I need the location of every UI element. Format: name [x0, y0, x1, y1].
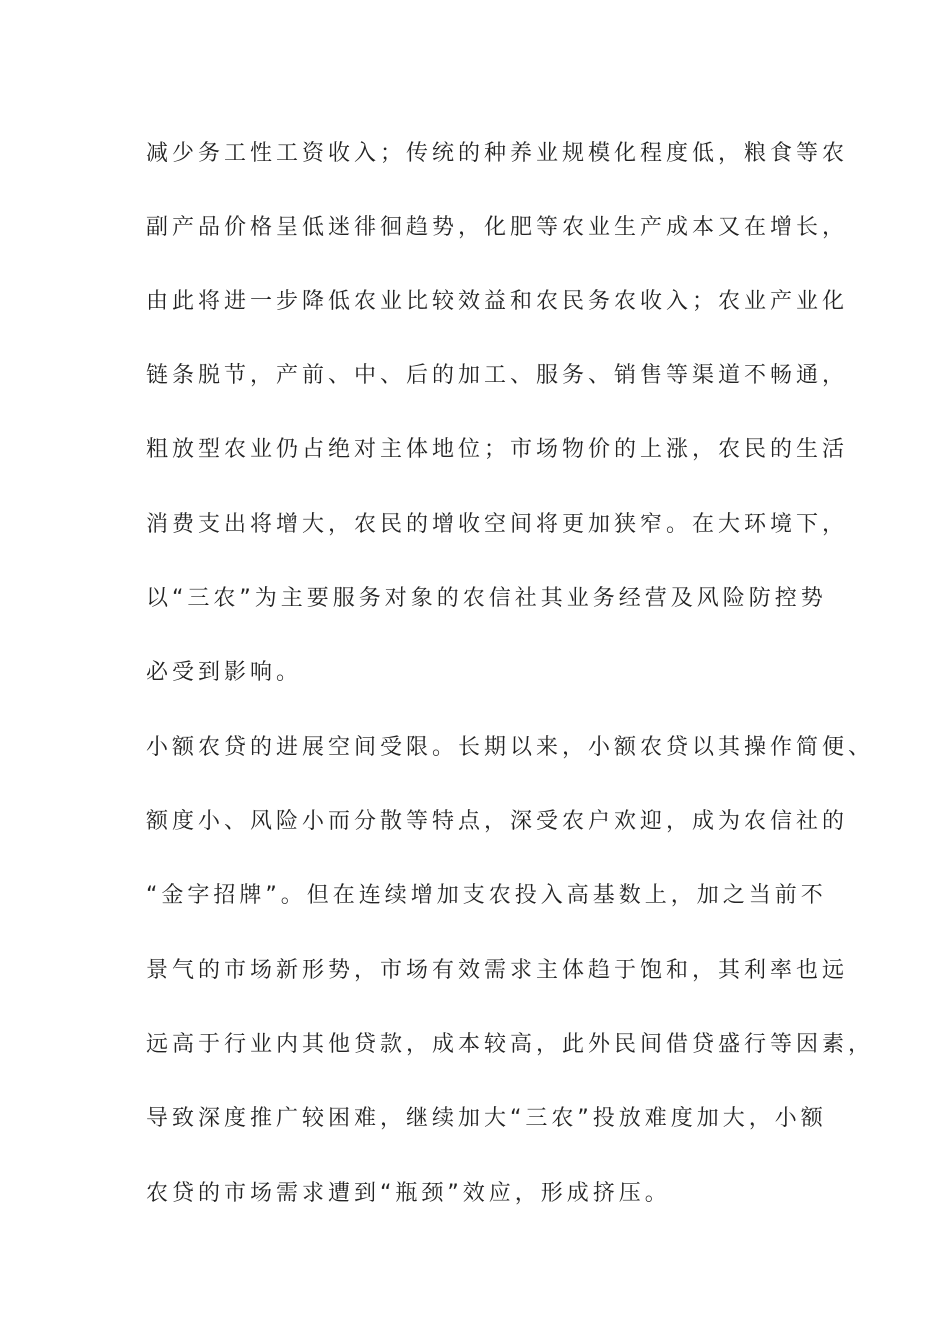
text-line: 粗放型农业仍占绝对主体地位；市场物价的上涨，农民的生活 — [146, 437, 849, 462]
text-line: 以“三农”为主要服务对象的农信社其业务经营及风险防控势 — [146, 586, 827, 611]
text-line: 远高于行业内其他贷款，成本较高，此外民间借贷盛行等因素， — [146, 1032, 875, 1057]
text-line: 减少务工性工资收入；传统的种养业规模化程度低，粮食等农 — [146, 141, 849, 166]
text-line: 景气的市场新形势，市场有效需求主体趋于饱和，其利率也远 — [146, 958, 849, 983]
text-line: 副产品价格呈低迷徘徊趋势，化肥等农业生产成本又在增长， — [146, 215, 849, 240]
text-line: “金字招牌”。但在连续增加支农投入高基数上，加之当前不 — [146, 883, 827, 908]
text-line: 链条脱节，产前、中、后的加工、服务、销售等渠道不畅通， — [146, 363, 849, 388]
text-line: 小额农贷的进展空间受限。长期以来，小额农贷以其操作简便、 — [146, 735, 875, 760]
text-line: 必受到影响。 — [146, 660, 303, 685]
text-line: 额度小、风险小而分散等特点，深受农户欢迎，成为农信社的 — [146, 809, 849, 834]
text-line: 导致深度推广较困难，继续加大“三农”投放难度加大，小额 — [146, 1106, 827, 1131]
text-line: 消费支出将增大，农民的增收空间将更加狭窄。在大环境下， — [146, 512, 849, 537]
text-line: 由此将进一步降低农业比较效益和农民务农收入；农业产业化 — [146, 289, 849, 314]
text-line: 农贷的市场需求遭到“瓶颈”效应，形成挤压。 — [146, 1181, 671, 1206]
